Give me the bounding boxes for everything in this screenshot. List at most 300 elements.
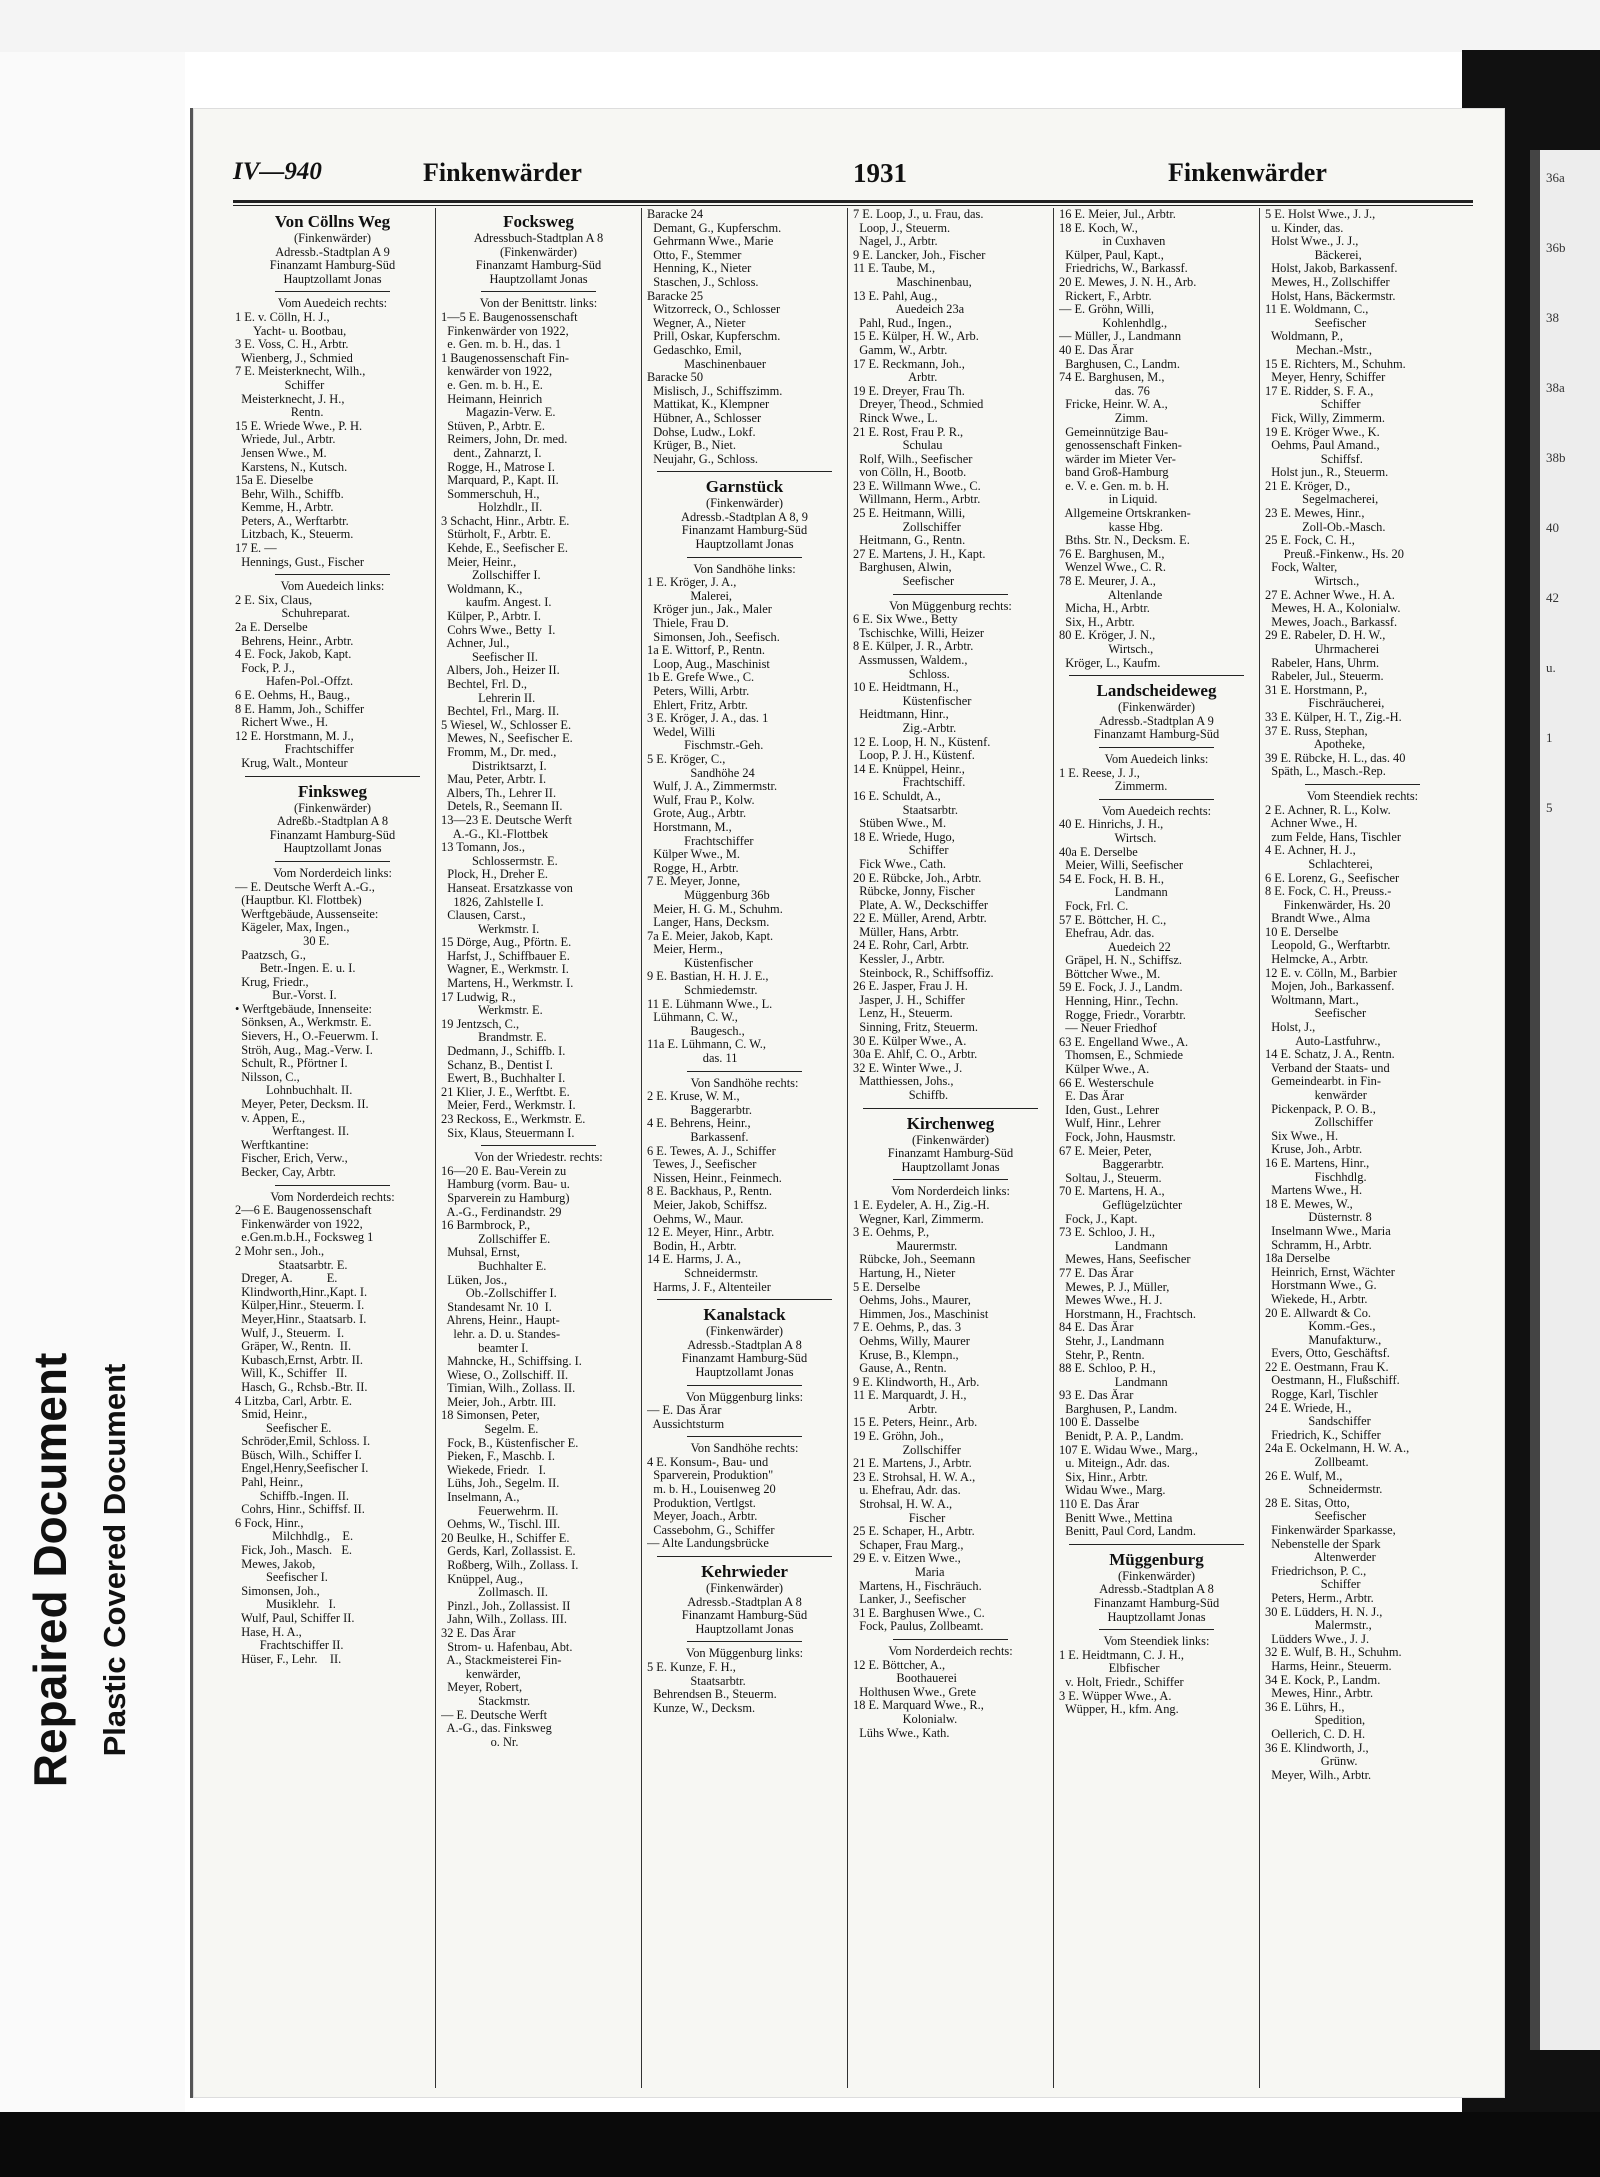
entry-line: Peters, A., Werftarbtr. [235, 514, 349, 528]
entry-line: 73 E. Schloo, J. H., [1059, 1226, 1156, 1240]
entry-line: Arbtr. [853, 371, 938, 385]
entry-line: Hasch, G., Rchsb.-Btr. II. [235, 1380, 368, 1394]
entry-line: 4 E. Achner, H. J., [1265, 844, 1356, 858]
entry-line: Achner, Jul., [441, 637, 510, 651]
entry-line: 63 E. Engelland Wwe., A. [1059, 1035, 1189, 1049]
street-info: Vom Auedeich rechts: [1101, 804, 1212, 818]
entry-line: Mewes, N., Seefischer E. [441, 732, 573, 746]
entry-line: Späth, L., Masch.-Rep. [1265, 765, 1386, 779]
entry-line: Engel,Henry,Seefischer I. [235, 1462, 369, 1476]
entry-line: Friedrichson, P. C., [1265, 1564, 1367, 1578]
entry-line: Werftangest. II. [235, 1125, 350, 1139]
street-title: Von Cöllns Weg [274, 212, 391, 231]
plastic-covered-label: Plastic Covered Document [97, 1363, 132, 1757]
entry-line: Produktion, Vertlgst. [647, 1496, 756, 1510]
entry-line: kenwärder, [441, 1667, 521, 1681]
street-info: Von Müggenburg links: [685, 1390, 804, 1404]
entry-line: Wagner, E., Werkmstr. I. [441, 963, 569, 977]
section-rule [687, 1385, 802, 1386]
entry-line: Loop, J., Steuerm. [853, 221, 951, 235]
entry-line: Wulf, Frau P., Kolw. [647, 793, 755, 807]
entry-line: Zollbeamt. [1265, 1456, 1369, 1470]
entry-line: Fock, J., Kapt. [1059, 1212, 1138, 1226]
column-divider [1053, 208, 1054, 2088]
entry-line: 84 E. Das Ärar [1059, 1321, 1134, 1335]
column-divider [1259, 208, 1260, 2088]
entry-line: Yacht- u. Bootbau, [235, 324, 347, 338]
entry-line: 18 E. Wriede, Hugo, [853, 830, 955, 844]
entry-line: 34 E. Kock, P., Landm. [1265, 1673, 1381, 1687]
section-rule [1069, 675, 1244, 676]
entry-line: Rogge, Karl, Tischler [1265, 1388, 1378, 1402]
entry-line: Heinrich, Ernst, Wächter [1265, 1265, 1395, 1279]
column-1 [235, 208, 430, 2088]
entry-line: Schneidermstr. [647, 1266, 759, 1280]
entry-line: Zollschiffer [853, 520, 961, 534]
entry-line: Lanker, J., Seefischer [853, 1593, 966, 1607]
entry-line: Landmann [1059, 1239, 1168, 1253]
entry-line: Nagel, J., Arbtr. [853, 235, 938, 249]
column-5 [1059, 208, 1254, 2088]
entry-line: Henning, K., Nieter [647, 262, 752, 276]
entry-line: Meyer, Wilh., Arbtr. [1265, 1768, 1372, 1782]
entry-line: 76 E. Barghusen, M., [1059, 547, 1165, 561]
header-rule-thin [233, 205, 1473, 206]
section-rule [863, 1108, 1038, 1109]
entry-line: das. 76 [1059, 384, 1150, 398]
entry-line: Wüpper, H., kfm. Ang. [1059, 1703, 1179, 1717]
entry-line: Neujahr, G., Schloss. [647, 452, 759, 466]
entry-line: 28 E. Sitas, Otto, [1265, 1496, 1350, 1510]
entry-line: 16 E. Martens, Hinr., [1265, 1156, 1370, 1170]
street-info: Vom Norderdeich rechts: [888, 1644, 1013, 1658]
entry-line: Sandhöhe 24 [647, 766, 755, 780]
header-year: 1931 [853, 158, 907, 188]
entry-line: Wulf, J., Steuerm. I. [235, 1326, 345, 1340]
entry-line: Oehms, Paul Amand., [1265, 439, 1380, 453]
entry-line: 3 Schacht, Hinr., Arbtr. E. [441, 514, 570, 528]
entry-line: 88 E. Schloo, P. H., [1059, 1362, 1156, 1376]
entry-line: Simonsen, Joh., Seefisch. [647, 630, 780, 644]
entry-line: Pieken, F., Maschb. I. [441, 1450, 555, 1464]
entry-line: 9 E. Klindworth, H., Arb. [853, 1375, 980, 1389]
entry-line: Schiffer [1265, 1578, 1361, 1592]
entry-line: Rolf, Wilh., Seefischer [853, 452, 973, 466]
entry-line: 11 E. Marquardt, J. H., [853, 1389, 967, 1403]
entry-line: Jasper, J. H., Schiffer [853, 993, 965, 1007]
street-title: Garnstück [705, 477, 784, 497]
street-info: Adreßb.-Stadtplan A 8 [276, 815, 389, 829]
entry-line: 4 E. Fock, Jakob, Kapt. [235, 648, 352, 662]
entry-line: 5 E. Kröger, C., [647, 752, 726, 766]
entry-line: Oellerich, C. D. H. [1265, 1727, 1366, 1741]
street-info: Finanzamt Hamburg-Süd [681, 1609, 808, 1623]
street-info: Finanzamt Hamburg-Süd [681, 524, 808, 538]
adjacent-page-fragment: 38 [1546, 310, 1559, 325]
street-info: (Finkenwärder) [499, 245, 578, 259]
entry-line: 18 E. Marquard Wwe., R., [853, 1699, 984, 1713]
scan-top-margin [0, 0, 1600, 52]
entry-line: Kehde, E., Seefischer E. [441, 542, 568, 556]
entry-line: Kemme, H., Arbtr. [235, 501, 334, 515]
entry-line: 54 E. Fock, H. B. H., [1059, 872, 1164, 886]
entry-line: Barghusen, C., Landm. [1059, 357, 1180, 371]
street-info: Von der Wriedestr. rechts: [474, 1151, 603, 1165]
street-info: Adressbuch-Stadtplan A 8 [473, 232, 604, 245]
column-2 [441, 208, 636, 2088]
entry-line: 30 E. [235, 934, 330, 948]
entry-line: Horstmann, M., [647, 820, 732, 834]
entry-line: Iden, Gust., Lehrer [1059, 1103, 1160, 1117]
entry-line: Mewes, Hinr., Arbtr. [1265, 1687, 1374, 1701]
entry-line: Karstens, N., Kutsch. [235, 460, 348, 474]
entry-line: 11a E. Lühmann, C. W., [647, 1038, 766, 1052]
street-title: Finksweg [298, 781, 367, 801]
entry-line: Wedel, Willi [647, 725, 716, 739]
street-info: Adressb.-Stadtplan A 8 [1099, 1583, 1214, 1597]
section-rule [275, 1185, 390, 1186]
section-rule [687, 1071, 802, 1072]
entry-line: Baggerarbtr. [647, 1103, 752, 1117]
section-rule [657, 1299, 832, 1300]
entry-line: Pahl, Rud., Ingen., [853, 316, 952, 330]
entry-line: Krug, Walt., Monteur [235, 756, 348, 770]
entry-line: Böttcher Wwe., M. [1059, 967, 1161, 981]
entry-line: 17 E. Ridder, S. F. A., [1265, 384, 1374, 398]
entry-line: Bodin, H., Arbtr. [647, 1239, 737, 1253]
entry-line: Schult, R., Pförtner I. [235, 1057, 348, 1071]
entry-line: Tewes, J., Seefischer [647, 1158, 757, 1172]
entry-line: Schanz, B., Dentist I. [441, 1058, 553, 1072]
entry-line: Zollschiffer [853, 1443, 961, 1457]
entry-line: Lühmann, C. W., [647, 1011, 738, 1025]
entry-line: Baggerarbtr. [1059, 1158, 1164, 1172]
section-rule [893, 594, 1008, 595]
entry-line: — E. Das Ärar [647, 1404, 722, 1418]
street-info: (Finkenwärder) [705, 497, 784, 511]
entry-line: Schmiedemstr. [647, 984, 758, 998]
entry-line: Staatsarbtr. [853, 803, 958, 817]
adjacent-page-fragment: 40 [1546, 520, 1559, 535]
entry-line: Himmen, Jos., Maschinist [853, 1307, 989, 1321]
entry-line: Martens Wwe., H. [1265, 1184, 1363, 1198]
entry-line: Steinbock, R., Schiffsoffiz. [853, 966, 994, 980]
entry-line: Geflügelzüchter [1059, 1198, 1183, 1212]
entry-line: Detels, R., Seemann II. [441, 800, 563, 814]
entry-line: Apotheke, [1265, 738, 1366, 752]
entry-line: Holst, Hans, Bäckermstr. [1265, 289, 1396, 303]
entry-line: 27 E. Martens, J. H., Kapt. [853, 547, 986, 561]
entry-line: Rogge, H., Arbtr. [647, 861, 739, 875]
entry-line: Fock, John, Hausmstr. [1059, 1131, 1176, 1144]
entry-line: Hafen-Pol.-Offzt. [235, 675, 354, 689]
entry-line: 2 E. Kruse, W. M., [647, 1090, 740, 1104]
entry-line: Widau Wwe., Marg. [1059, 1484, 1166, 1498]
entry-line: 21 E. Martens, J., Arbtr. [853, 1457, 972, 1471]
entry-line: 7a E. Meier, Jakob, Kapt. [647, 929, 774, 943]
entry-line: Cohrs Wwe., Betty I. [441, 623, 556, 637]
entry-line: (Hauptbur. Kl. Flottbek) [235, 894, 362, 908]
entry-line: lehr. a. D. u. Standes- [441, 1327, 561, 1341]
entry-line: 7 E. Oehms, P., das. 3 [853, 1321, 962, 1335]
entry-line: 10 E. Heidtmann, H., [853, 681, 959, 695]
entry-line: 1 Baugenossenschaft Fin- [441, 351, 570, 365]
entry-line: Staatsarbtr. E. [235, 1258, 348, 1272]
entry-line: e.Gen.m.b.H., Focksweg 1 [235, 1231, 374, 1245]
entry-line: Kunze, W., Decksm. [647, 1701, 756, 1715]
entry-line: 12 E. v. Cölln, M., Barbier [1265, 966, 1398, 980]
entry-line: Heitmann, G., Rentn. [853, 534, 966, 548]
entry-line: Wulf, Paul, Schiffer II. [235, 1612, 355, 1625]
entry-line: Holst, J., [1265, 1021, 1316, 1035]
entry-line: Rickert, F., Arbtr. [1059, 289, 1152, 303]
entry-line: 13 E. Pahl, Aug., [853, 289, 938, 303]
entry-line: — Müller, J., Landmann [1059, 330, 1182, 344]
entry-line: Witzorreck, O., Schlosser [647, 303, 781, 317]
entry-line: • Werftgebäude, Innenseite: [235, 1002, 372, 1016]
entry-line: 2 E. Achner, R. L., Kolw. [1265, 803, 1391, 817]
entry-line: Werftgebäude, Aussenseite: [235, 907, 379, 921]
entry-line: 66 E. Westerschule [1059, 1076, 1154, 1090]
entry-line: Hase, H. A., [235, 1625, 302, 1639]
street-info: (Finkenwärder) [1117, 1569, 1196, 1583]
street-info: Vom Auedeich links: [1104, 752, 1209, 766]
section-rule [1069, 1544, 1244, 1545]
entry-line: Fock, Walter, [1265, 561, 1338, 575]
entry-line: Oehms, W., Tischl. III. [441, 1518, 561, 1532]
entry-line: Wiese, O., Zollschiff. II. [441, 1368, 569, 1382]
entry-line: Wienberg, J., Schmied [235, 351, 353, 365]
entry-line: Rübcke, Jonny, Fischer [853, 885, 975, 899]
section-rule [275, 291, 390, 292]
entry-line: 6 E. Tewes, A. J., Schiffer [647, 1144, 776, 1158]
street-title: Focksweg [503, 212, 574, 231]
entry-line: Baracke 24 [647, 208, 704, 221]
entry-line: Frachtschiff. [853, 776, 966, 790]
street-info: Adressb.-Stadtplan A 9 [1099, 714, 1214, 728]
entry-line: Will, K., Schiffer II. [235, 1367, 348, 1381]
entry-line: Kohlenhdlg., [1059, 316, 1168, 330]
entry-line: v. Holt, Friedr., Schiffer [1059, 1675, 1184, 1689]
entry-line: 77 E. Das Ärar [1059, 1266, 1134, 1280]
entry-line: Kruse, B., Klempn., [853, 1348, 959, 1362]
entry-line: Grünw. [1265, 1755, 1358, 1769]
entry-line: in Liquid. [1059, 493, 1158, 507]
entry-line: Kolonialw. [853, 1712, 958, 1726]
entry-line: Thomsen, E., Schmiede [1059, 1049, 1184, 1063]
entry-line: 59 E. Fock, J. J., Landm. [1059, 981, 1183, 995]
entry-line: Sparverein zu Hamburg) [441, 1191, 570, 1205]
entry-line: Lühs, Joh., Segelm. II. [441, 1477, 560, 1491]
entry-line: Arbtr. [853, 1402, 938, 1416]
entry-line: — E. Deutsche Werft [441, 1708, 548, 1722]
entry-line: Stackmstr. [441, 1694, 531, 1708]
entry-line: 12 E. Loop, H. N., Küstenf. [853, 735, 991, 749]
street-info: Adressb.-Stadtplan A 9 [275, 245, 390, 259]
entry-line: Distriktsarzt, I. [441, 759, 547, 773]
entry-line: Harms, Heinr., Steuerm. [1265, 1659, 1392, 1673]
entry-line: Segelm. E. [441, 1423, 539, 1437]
street-info: (Finkenwärder) [293, 801, 372, 815]
entry-line: Hennings, Gust., Fischer [235, 555, 365, 569]
entry-line: Külper, P., Arbtr. I. [441, 610, 541, 624]
entry-line: Uhrmacherei [1265, 643, 1380, 656]
entry-line: 13—23 E. Deutsche Werft [441, 813, 572, 827]
entry-line: Schiffsf. [1265, 452, 1363, 466]
entry-line: Lehrerin II. [441, 691, 536, 705]
entry-line: Bechtel, Frl. D., [441, 678, 528, 691]
entry-line: 30a E. Ahlf, C. O., Arbtr. [853, 1048, 978, 1062]
entry-line: Schiffb. [853, 1089, 949, 1102]
entry-line: Holst Wwe., J. J., [1265, 235, 1359, 249]
street-info: Adressb.-Stadtplan A 8 [687, 1595, 802, 1609]
street-info: (Finkenwärder) [1117, 701, 1196, 715]
entry-line: 6 E. Oehms, H., Baug., [235, 689, 350, 702]
entry-line: 20 Beulke, H., Schiffer E. [441, 1531, 570, 1545]
entry-line: 22 E. Oestmann, Frau K. [1265, 1360, 1389, 1374]
entry-line: Dohse, Ludw., Lokf. [647, 425, 756, 439]
entry-line: Müller, Hans, Arbtr. [853, 925, 959, 939]
entry-line: 26 E. Jasper, Frau J. H. [853, 980, 968, 994]
entry-line: Six, H., Arbtr. [1059, 615, 1135, 629]
street-info: Von Sandhöhe links: [693, 562, 796, 576]
entry-line: Fischer, Erich, Verw., [235, 1152, 348, 1166]
entry-line: u. Ehefrau, Adr. das. [853, 1484, 961, 1498]
entry-line: Six Wwe., H. [1265, 1129, 1339, 1143]
entry-line: Schlossermstr. E. [441, 854, 558, 868]
column-3 [647, 208, 842, 2088]
entry-line: Verband der Staats- und [1265, 1061, 1390, 1075]
entry-line: Kessler, J., Arbtr. [853, 953, 945, 967]
street-info: Finanzamt Hamburg-Süd [1093, 728, 1220, 742]
entry-line: Auedeich 22 [1059, 940, 1171, 954]
entry-line: Baracke 25 [647, 289, 704, 303]
entry-line: 15 E. Wriede Wwe., P. H. [235, 419, 363, 433]
entry-line: 19 Jentzsch, C., [441, 1017, 520, 1031]
entry-line: 25 E. Heitmann, Willi, [853, 507, 966, 521]
entry-line: Brandt Wwe., Alma [1265, 912, 1371, 926]
entry-line: Schuhreparat. [235, 607, 350, 621]
entry-line: 8 E. Fock, C. H., Preuss.- [1265, 885, 1392, 899]
entry-line: Frachtschiffer [647, 834, 754, 848]
entry-line: Benitt, Paul Cord, Landm. [1059, 1525, 1196, 1539]
entry-line: Clausen, Carst., [441, 909, 526, 923]
street-info: Von Sandhöhe rechts: [690, 1442, 799, 1456]
entry-line: 1826, Zahlstelle I. [441, 895, 544, 909]
street-info: Finanzamt Hamburg-Süd [475, 259, 602, 273]
entry-line: 6 E. Six Wwe., Betty [853, 613, 958, 627]
entry-line: Jensen Wwe., M. [235, 446, 327, 460]
entry-line: 16 E. Meier, Jul., Arbtr. [1059, 208, 1176, 221]
entry-line: Holthusen Wwe., Grete [853, 1685, 976, 1699]
entry-line: Milchhdlg., E. [235, 1530, 354, 1544]
entry-line: 4 E. Konsum-, Bau- und [647, 1455, 769, 1469]
entry-line: 2a E. Derselbe [235, 621, 308, 635]
entry-line: Micha, H., Arbtr. [1059, 602, 1150, 616]
entry-line: Buchhalter E. [441, 1259, 547, 1273]
entry-line: 24a E. Ockelmann, H. W. A., [1265, 1442, 1410, 1456]
entry-line: Pahl, Heinr., [235, 1476, 304, 1490]
entry-line: Roßberg, Wilh., Zollass. I. [441, 1559, 579, 1572]
entry-line: kasse Hbg. [1059, 520, 1163, 534]
entry-line: Wegner, A., Nieter [647, 316, 746, 330]
section-rule [687, 1641, 802, 1642]
street-info: Finanzamt Hamburg-Süd [1093, 1597, 1220, 1610]
entry-line: Assmussen, Waldem., [853, 654, 968, 667]
entry-line: kenwärder von 1922, [441, 365, 553, 379]
entry-line: Malerei, [647, 589, 732, 603]
entry-line: Spedition, [1265, 1714, 1366, 1728]
entry-line: Meyer, Peter, Decksm. II. [235, 1098, 369, 1112]
entry-line: Krüger, B., Niet. [647, 439, 736, 453]
entry-line: Finkenwärder von 1922, [441, 324, 569, 338]
entry-line: 93 E. Das Ärar [1059, 1389, 1134, 1403]
entry-line: 4 E. Behrens, Heinr., [647, 1117, 751, 1131]
entry-line: Meyer, Joach., Arbtr. [647, 1510, 758, 1524]
entry-line: 11 E. Woldmann, C., [1265, 303, 1369, 317]
entry-line: 36 E. Klindworth, J., [1265, 1741, 1369, 1755]
entry-line: kenwärder [1265, 1089, 1367, 1102]
entry-line: Barkassenf. [647, 1131, 749, 1144]
page-number: IV—940 [233, 158, 322, 185]
entry-line: 21 E. Kröger, D., [1265, 479, 1351, 493]
entry-line: Mechan.-Mstr., [1265, 343, 1373, 357]
entry-line: 19 E. Dreyer, Frau Th. [853, 384, 965, 398]
entry-line: Allgemeine Ortskranken- [1059, 507, 1191, 521]
entry-line: 78 E. Meurer, J. A., [1059, 575, 1156, 589]
street-title: Kehrwieder [701, 1562, 788, 1582]
entry-line: Komm.-Ges., [1265, 1320, 1376, 1334]
entry-line: Schaper, Frau Marg., [853, 1538, 964, 1552]
entry-line: 23 E. Strohsal, H. W. A., [853, 1470, 976, 1484]
entry-line: — E. Gröhn, Willi, [1059, 303, 1154, 317]
section-rule [1099, 799, 1214, 800]
entry-line: Gehrmann Wwe., Marie [647, 235, 774, 249]
entry-line: Henning, Hinr., Techn. [1059, 995, 1179, 1009]
header-rule [233, 200, 1473, 203]
entry-line: 70 E. Martens, H. A., [1059, 1185, 1165, 1199]
entry-line: 18 E. Mewes, W., [1265, 1197, 1353, 1211]
entry-line: 23 Reckoss, E., Werkmstr. E. [441, 1113, 586, 1126]
entry-line: Timian, Wilh., Zollass. II. [441, 1382, 576, 1396]
entry-line: Woltmann, Mart., [1265, 993, 1359, 1007]
adjacent-page-fragment: 36b [1546, 240, 1566, 255]
entry-line: 17 E. Reckmann, Joh., [853, 357, 965, 371]
entry-line: Stehr, P., Rentn. [1059, 1348, 1145, 1362]
entry-line: Willmann, Herm., Arbtr. [853, 493, 981, 507]
entry-line: Baracke 50 [647, 371, 704, 385]
entry-line: Seefischer [1265, 1007, 1367, 1021]
entry-line: Mewes Wwe., H. J. [1059, 1294, 1163, 1308]
entry-line: Müggenburg 36b [647, 888, 770, 902]
entry-line: Becker, Cay, Arbtr. [235, 1166, 336, 1179]
entry-line: Peters, Herm., Arbtr. [1265, 1591, 1374, 1605]
entry-line: Mahncke, H., Schiffsing. I. [441, 1355, 582, 1369]
entry-line: 8 E. Backhaus, P., Rentn. [647, 1185, 772, 1199]
entry-line: Harms, J. F., Altenteiler [647, 1280, 771, 1294]
entry-line: Behr, Wilh., Schiffb. [235, 487, 344, 501]
entry-line: von Cölln, H., Bootb. [853, 466, 967, 480]
entry-line: Barghusen, P., Landm. [1059, 1402, 1178, 1416]
entry-line: Schlachterei, [1265, 857, 1373, 871]
entry-line: 40 E. Hinrichs, J. H., [1059, 818, 1164, 832]
entry-line: o. Nr. [441, 1735, 519, 1749]
entry-line: Zollschiffer E. [441, 1232, 551, 1246]
street-info: Vom Steendiek links: [1103, 1635, 1210, 1649]
street-info: Vom Norderdeich rechts: [270, 1190, 395, 1204]
entry-line: 37 E. Russ, Stephan, [1265, 724, 1368, 738]
entry-line: Thiele, Frau D. [647, 617, 729, 631]
